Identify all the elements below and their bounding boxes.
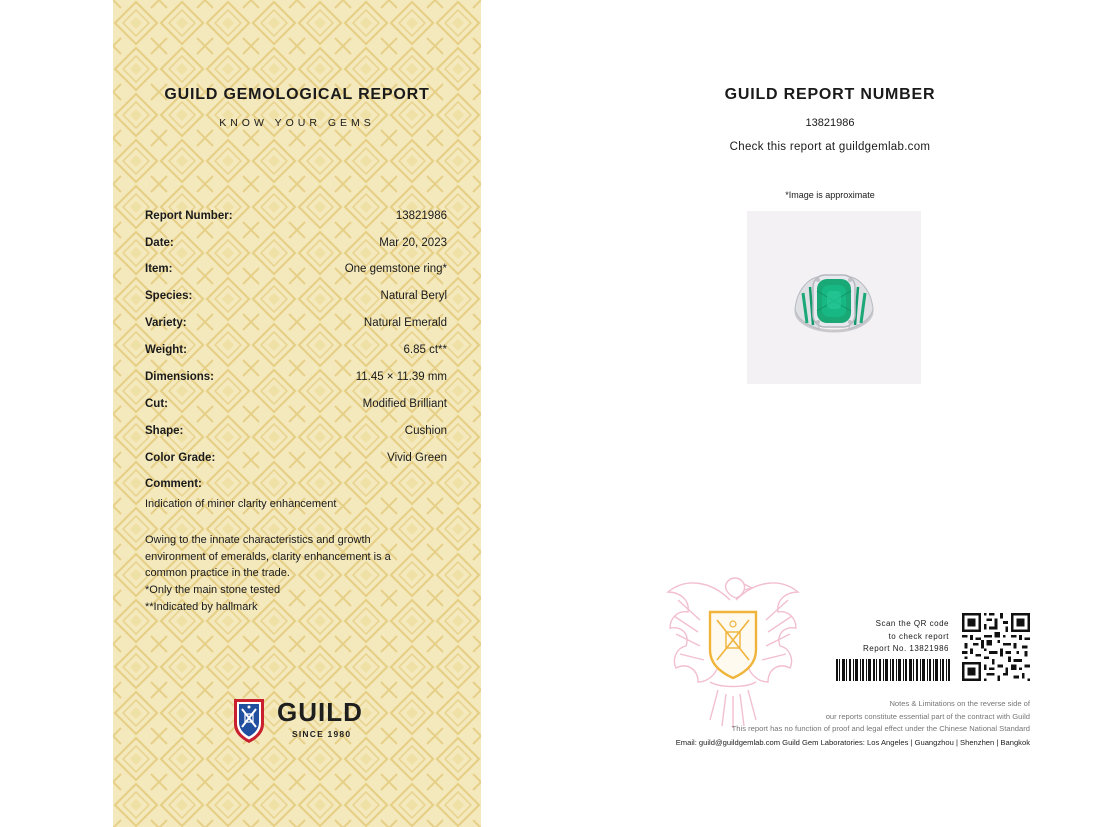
field-value: Natural Emerald	[363, 317, 447, 329]
certificate-panel	[113, 0, 481, 827]
field-value: 13821986	[395, 210, 447, 222]
ring-photo	[747, 211, 921, 384]
field-label: Variety:	[145, 317, 187, 329]
field-value: One gemstone ring*	[344, 263, 447, 275]
field-label: Cut:	[145, 398, 168, 410]
field-label: Color Grade:	[145, 452, 216, 464]
image-disclaimer: *Image is approximate	[785, 190, 875, 200]
legal-line: our reports constitute essential part of the contract with Guild	[825, 711, 1030, 721]
legal-line: This report has no function of proof and legal effect under the Chinese National Standard	[731, 724, 1030, 733]
legal-line: Notes & Limitations on the reverse side of	[889, 699, 1030, 708]
field-label: Item:	[145, 263, 173, 275]
field-label: Shape:	[145, 425, 184, 437]
notes-block	[145, 532, 445, 616]
note-line: Owing to the innate characteristics and growth	[145, 534, 371, 546]
note-line: environment of emeralds, clarity enhancement is a	[145, 550, 391, 563]
field-species	[145, 290, 447, 306]
field-report-number	[145, 210, 447, 226]
field-value: Modified Brilliant	[362, 398, 447, 410]
field-dimensions	[145, 371, 447, 387]
field-color-grade	[145, 452, 447, 468]
field-shape	[145, 425, 447, 441]
field-label: Date:	[145, 237, 174, 249]
barcode-icon	[836, 659, 950, 681]
field-date	[145, 237, 447, 253]
guild-shield-icon	[231, 696, 267, 744]
comment-label: Comment:	[145, 478, 202, 490]
field-weight	[145, 344, 447, 360]
note-line: **Indicated by hallmark	[145, 600, 258, 613]
report-title: GUILD GEMOLOGICAL REPORT	[164, 86, 430, 103]
field-value: Vivid Green	[387, 452, 447, 464]
field-label: Dimensions:	[145, 371, 215, 383]
field-value: Natural Beryl	[380, 290, 447, 302]
field-cut	[145, 398, 447, 414]
field-value: 6.85 ct**	[403, 344, 447, 356]
emerald-ring-image	[747, 211, 921, 384]
guild-logo	[231, 696, 371, 748]
comment-text: Indication of minor clarity enhancement	[145, 498, 337, 510]
report-tagline: KNOW YOUR GEMS	[219, 117, 375, 129]
guild-logo-since: SINCE 1980	[292, 729, 352, 739]
scan-qr-instructions	[876, 617, 949, 643]
field-value: Cushion	[404, 425, 447, 437]
field-item	[145, 263, 447, 279]
footer-contact: Email: guild@guildgemlab.com Guild Gem Laboratories: Los Angeles | Guangzhou | Shenzhen | Bangkok	[675, 738, 1030, 747]
field-variety	[145, 317, 447, 333]
report-number-value: 13821986	[805, 117, 855, 129]
check-report-link[interactable]: Check this report at guildgemlab.com	[729, 141, 931, 153]
field-label: Weight:	[145, 344, 187, 356]
field-value: 11.45 × 11.39 mm	[355, 371, 447, 383]
scan-line: to check report	[888, 632, 949, 641]
field-value: Mar 20, 2023	[379, 237, 447, 249]
scan-report-number: Report No. 13821986	[863, 644, 949, 653]
report-number-title: GUILD REPORT NUMBER	[724, 86, 936, 103]
qr-code-icon[interactable]	[962, 613, 1030, 681]
note-line: common practice in the trade.	[145, 567, 290, 580]
legal-notes	[732, 698, 1030, 736]
guild-logo-wordmark: GUILD	[277, 697, 363, 727]
field-label: Report Number:	[145, 210, 233, 222]
note-line: *Only the main stone tested	[145, 584, 281, 597]
scan-line: Scan the QR code	[875, 619, 949, 628]
field-label: Species:	[145, 290, 193, 302]
